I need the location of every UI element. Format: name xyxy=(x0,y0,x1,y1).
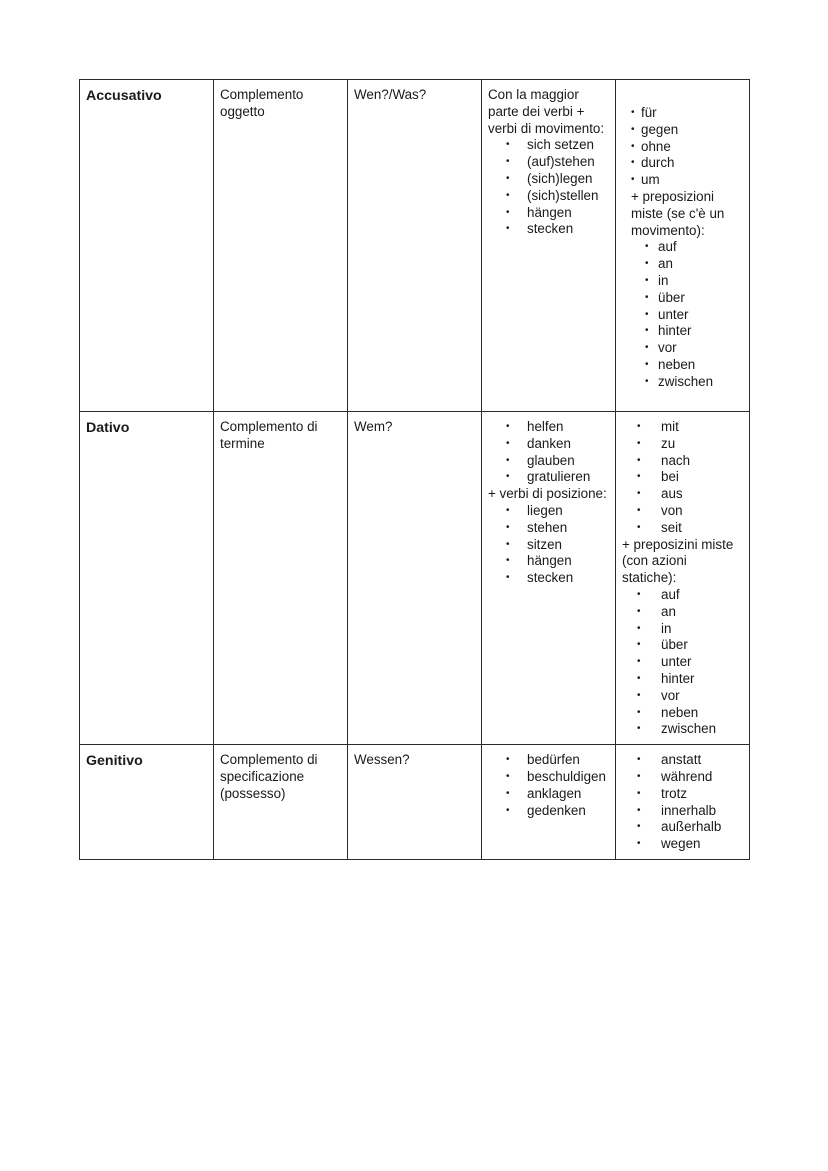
list-item: • zwischen xyxy=(631,374,743,391)
position-verbs-intro: + verbi di posizione: xyxy=(488,486,607,502)
question-text: Wessen? xyxy=(354,752,410,768)
prepositions-list xyxy=(631,105,743,189)
list-item: • gegen xyxy=(631,122,743,139)
list-item: • zwischen xyxy=(622,721,743,738)
table-row-accusativo xyxy=(80,80,750,412)
list-item: • von xyxy=(622,503,743,520)
case-name: Accusativo xyxy=(86,88,162,104)
position-verbs-list xyxy=(488,503,609,587)
list-item: • hinter xyxy=(622,671,743,688)
list-item: • helfen xyxy=(488,419,609,436)
list-item: • nach xyxy=(622,453,743,470)
mixed-prepositions-list xyxy=(631,239,743,390)
question-cell xyxy=(348,745,482,860)
list-item: • trotz xyxy=(622,786,743,803)
list-item: • an xyxy=(622,604,743,621)
list-item: • um xyxy=(631,172,743,189)
mixed-prepositions-intro: + preposizioni miste (se c'è un movimento): xyxy=(631,188,725,238)
list-item: • (sich)legen xyxy=(488,171,609,188)
list-item: • hängen xyxy=(488,205,609,222)
list-item: • anstatt xyxy=(622,752,743,769)
list-item: • aus xyxy=(622,486,743,503)
list-item: • in xyxy=(631,273,743,290)
verbs-list xyxy=(488,419,609,486)
verbs-intro: Con la maggior parte dei verbi + verbi di movimento: xyxy=(488,87,605,136)
cases-table xyxy=(79,79,750,860)
list-item: • mit xyxy=(622,419,743,436)
list-item: • ohne xyxy=(631,139,743,156)
list-item: • (sich)stellen xyxy=(488,188,609,205)
table-row-genitivo xyxy=(80,745,750,860)
list-item: • neben xyxy=(631,357,743,374)
list-item: • durch xyxy=(631,155,743,172)
list-item: • stehen xyxy=(488,520,609,537)
list-item: • gedenken xyxy=(488,803,609,820)
list-item: • anklagen xyxy=(488,786,609,803)
question-cell xyxy=(348,80,482,412)
list-item: • danken xyxy=(488,436,609,453)
list-item: • sich setzen xyxy=(488,137,609,154)
case-cell xyxy=(80,745,214,860)
list-item: • unter xyxy=(622,654,743,671)
list-item: • hinter xyxy=(631,323,743,340)
verbs-list xyxy=(488,752,609,819)
function-text: Complemento di termine xyxy=(220,419,318,451)
list-item: • auf xyxy=(631,239,743,256)
list-item: • an xyxy=(631,256,743,273)
verbs-list xyxy=(488,137,609,238)
list-item: • innerhalb xyxy=(622,803,743,820)
verbs-cell xyxy=(482,412,616,745)
question-cell xyxy=(348,412,482,745)
prepositions-cell xyxy=(616,80,750,412)
question-text: Wen?/Was? xyxy=(354,87,427,102)
list-item: • unter xyxy=(631,307,743,324)
verbs-cell xyxy=(482,80,616,412)
case-cell xyxy=(80,80,214,412)
list-item: • für xyxy=(631,105,743,122)
verbs-cell xyxy=(482,745,616,860)
list-item: • sitzen xyxy=(488,537,609,554)
list-item: • seit xyxy=(622,520,743,537)
question-text: Wem? xyxy=(354,419,393,434)
function-cell xyxy=(214,80,348,412)
list-item: • hängen xyxy=(488,553,609,570)
function-cell xyxy=(214,745,348,860)
function-text: Complemento di specificazione (possesso) xyxy=(220,752,318,801)
prepositions-list xyxy=(622,752,743,853)
list-item: • liegen xyxy=(488,503,609,520)
list-item: • (auf)stehen xyxy=(488,154,609,171)
list-item: • stecken xyxy=(488,221,609,238)
case-name: Dativo xyxy=(86,420,130,436)
list-item: • neben xyxy=(622,705,743,722)
prepositions-cell xyxy=(616,412,750,745)
function-text: Complemento oggetto xyxy=(220,87,304,119)
list-item: • stecken xyxy=(488,570,609,587)
list-item: • während xyxy=(622,769,743,786)
function-cell xyxy=(214,412,348,745)
list-item: • gratulieren xyxy=(488,469,609,486)
table-row-dativo xyxy=(80,412,750,745)
list-item: • bei xyxy=(622,469,743,486)
list-item: • beschuldigen xyxy=(488,769,609,786)
list-item: • vor xyxy=(631,340,743,357)
list-item: • zu xyxy=(622,436,743,453)
case-name: Genitivo xyxy=(86,753,143,770)
list-item: • glauben xyxy=(488,453,609,470)
list-item: • über xyxy=(631,290,743,307)
prepositions-list xyxy=(622,419,743,537)
mixed-prepositions-intro: + preposizini miste (con azioni statiche): xyxy=(622,536,734,586)
list-item: • außerhalb xyxy=(622,819,743,836)
list-item: • in xyxy=(622,621,743,638)
list-item: • vor xyxy=(622,688,743,705)
list-item: • auf xyxy=(622,587,743,604)
list-item: • bedürfen xyxy=(488,752,609,769)
list-item: • über xyxy=(622,637,743,654)
list-item: • wegen xyxy=(622,836,743,853)
mixed-prepositions-list xyxy=(622,587,743,738)
prepositions-cell xyxy=(616,745,750,860)
case-cell xyxy=(80,412,214,745)
